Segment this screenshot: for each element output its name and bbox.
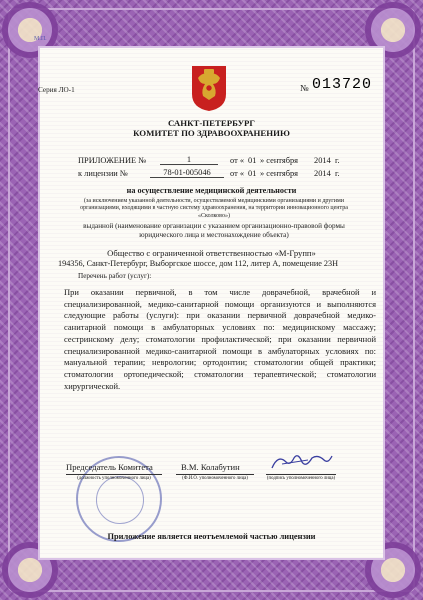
- organization-address: 194356, Санкт-Петербург, Выборгское шоссе, дом 112, литер А, помещение 23Н: [58, 259, 339, 268]
- appendix-date-day: 01: [248, 156, 257, 165]
- organization-name: Общество с ограниченной ответственностью «М-Групп»: [107, 248, 316, 258]
- name-caption: (Ф.И.О. уполномоченного лица): [182, 476, 248, 481]
- license-number-label: к лицензии №: [78, 169, 128, 178]
- appendix-number-label: ПРИЛОЖЕНИЕ №: [78, 156, 147, 165]
- footer-note: Приложение является неотъемлемой частью лицензии: [107, 532, 316, 541]
- coat-of-arms-icon: [190, 64, 228, 112]
- services-list-label: Перечень работ (услуг):: [78, 272, 152, 280]
- services-description: При оказании первичной, в том числе доврачебной, врачебной и специализированной, медико-санитарной помощи организуются и выполняются следующие работы (услуги): при оказании первичной доврачебной медико-санитарной помощи в амбулаторных условиях по: медицинскому массажу; сестринскому делу; стоматологии профилактической; при оказании первичной специализированной медико-санитарной помощи в амбулаторных условиях по: мануальной терапии; неврологии; ортодонтии; стоматологии общей практики; стоматологии ортопедической; стоматологии терапевтической; стоматологии хирургической.: [64, 287, 376, 391]
- signatory-name: В.М. Колабутин: [181, 462, 240, 472]
- handwritten-signature: [268, 450, 334, 474]
- activity-exception-note: (за исключением указанной деятельности, осуществляемой медицинскими организациями и другими организациями, входящими в частную систему здравоохранения, на территории инновационного центра «Сколково»): [80, 198, 348, 219]
- license-date-suffix: г.: [335, 169, 340, 178]
- signature-caption: (подпись уполномоченного лица): [266, 476, 336, 481]
- position-caption: (должность уполномоченного лица): [77, 476, 151, 481]
- position-underline: [66, 474, 162, 475]
- document-number: 013720: [312, 76, 373, 93]
- signatory-position: Председатель Комитета: [66, 462, 153, 472]
- authority-committee: КОМИТЕТ ПО ЗДРАВООХРАНЕНИЮ: [133, 128, 290, 138]
- series-label: Серия ЛО-1: [38, 86, 75, 94]
- license-date-year: 2014: [314, 169, 331, 178]
- appendix-date-from: от «: [230, 156, 245, 165]
- license-date-month: » сентября: [260, 169, 299, 178]
- issued-to-caption: выданной (наименование организации с указанием организационно-правовой формы юридического лица и местонахождение объекта): [83, 222, 345, 239]
- activity-title: на осуществление медицинской деятельности: [126, 186, 297, 195]
- signature-underline: [266, 474, 336, 475]
- license-date-day: 01: [248, 169, 257, 178]
- stamp-mark-label: М.П.: [34, 36, 47, 42]
- number-prefix: №: [300, 83, 309, 93]
- appendix-number-value: 1: [160, 155, 218, 165]
- license-number-value: 78-01-005046: [150, 168, 224, 178]
- license-date-from: от «: [230, 169, 245, 178]
- name-underline: [176, 474, 254, 475]
- appendix-date-year: 2014: [314, 156, 331, 165]
- appendix-date-suffix: г.: [335, 156, 340, 165]
- authority-city: САНКТ-ПЕТЕРБУРГ: [167, 118, 256, 128]
- appendix-date-month: » сентября: [260, 156, 299, 165]
